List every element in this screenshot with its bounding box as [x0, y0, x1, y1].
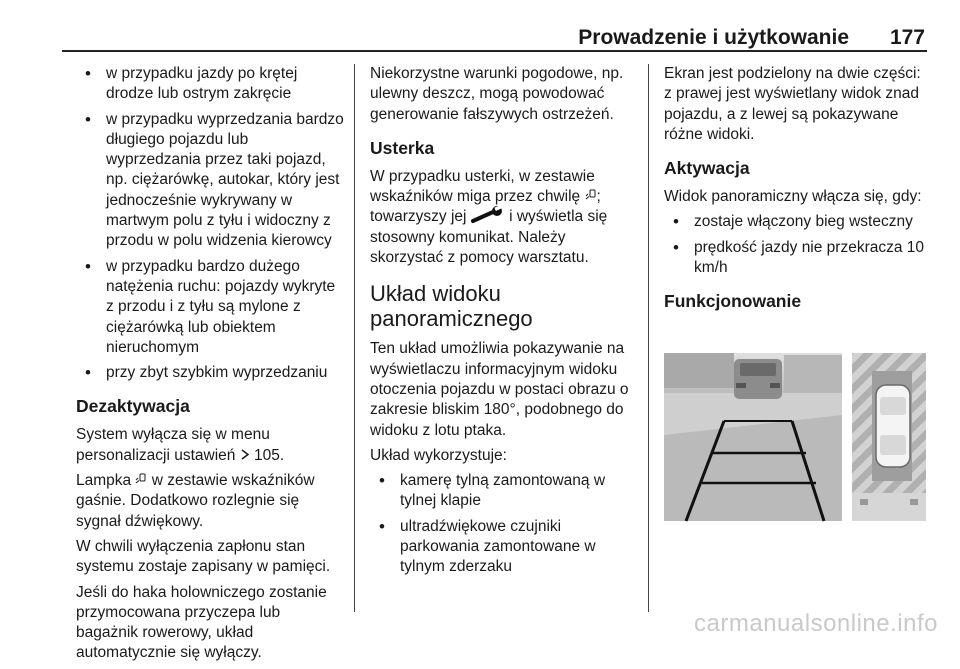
paragraph: [76, 471, 346, 532]
text: ; towarzyszy jej: [370, 188, 601, 226]
paragraph: W chwili wyłączenia zapłonu stan systemu zostaje zapisany w pamięci.: [76, 537, 331, 576]
list-item: • prędkość jazdy nie przekracza 10 km/h: [664, 238, 932, 279]
page-number: 177: [889, 26, 925, 49]
paragraph: [370, 167, 638, 268]
list-item: • w przypadku jazdy po krętej drodze lub ostrym zakręcie: [76, 64, 346, 105]
watermark[interactable]: carmanualsonline.info: [694, 610, 938, 637]
column-3: [664, 64, 932, 521]
service-wrench-icon: [471, 207, 505, 223]
blind-spot-warning-icon: [585, 187, 597, 207]
list-item: • zostaje włączony bieg wsteczny: [664, 212, 932, 232]
panoramic-view-illustration: [664, 325, 926, 521]
text: W przypadku usterki, w zestawie wskaźników miga przez chwilę: [370, 167, 595, 206]
section-title: Prowadzenie i użytkowanie: [578, 26, 849, 49]
heading-deactivation: Dezaktywacja: [76, 396, 190, 417]
list-item: • przy zbyt szybkim wyprzedzaniu: [76, 363, 346, 383]
paragraph: [76, 425, 346, 466]
paragraph: Ekran jest podzielony na dwie części: z prawej jest wyświetlany widok znad pojazdu, a z lewej są pokazywane różne widoki.: [664, 65, 921, 143]
text: panoramicznego: [370, 306, 533, 332]
column-2: [370, 64, 638, 583]
page-reference[interactable]: 105.: [254, 446, 285, 464]
column-1: [76, 64, 346, 669]
page-reference-arrow-icon: [240, 446, 250, 466]
text: Lampka: [76, 472, 136, 490]
heading-function: Funkcjonowanie: [664, 291, 802, 312]
list-item: • ultradźwiękowe czujniki parkowania zamontowane w tylnym zderzaku: [370, 517, 638, 578]
column-divider: [354, 64, 355, 612]
blind-spot-warning-icon: [135, 471, 147, 491]
heading-fault: Usterka: [370, 137, 435, 158]
text: Układ widoku: [370, 281, 501, 307]
paragraph: Układ wykorzystuje:: [370, 446, 507, 464]
heading-panoramic: [370, 281, 638, 331]
text: w zestawie wskaźników gaśnie. Dodatkowo rozlegnie się sygnał dźwiękowy.: [76, 472, 315, 530]
list-item: • kamerę tylną zamontowaną w tylnej klapie: [370, 471, 638, 512]
paragraph: Widok panoramiczny włącza się, gdy:: [664, 188, 922, 206]
paragraph: Ten układ umożliwia pokazywanie na wyświetlaczu informacyjnym widoku otoczenia pojazdu w postaci obrazu o zakresie bliskim 180°, podobnego do widoku z lotu ptaka.: [370, 340, 629, 439]
text: System wyłącza się w menu personalizacji ustawień: [76, 426, 270, 464]
column-divider: [648, 64, 649, 612]
heading-activation: Aktywacja: [664, 158, 750, 179]
text: i wyświetla się stosowny komunikat. Należy skorzystać z pomocy warsztatu.: [370, 208, 608, 267]
page-header: [62, 26, 927, 52]
paragraph: Jeśli do haka holowniczego zostanie przymocowana przyczepa lub bagażnik rowerowy, układ automatycznie się wyłączy.: [76, 583, 327, 662]
list-item: • w przypadku bardzo dużego natężenia ruchu: pojazdy wykryte z przodu i z tyłu są mylone z ciężarówką lub obiektem nieruchomym: [76, 257, 346, 358]
list-item: • w przypadku wyprzedzania bardzo długiego pojazdu lub wyprzedzania przez taki pojazd, np. ciężarówkę, autokar, który jest jednocześnie wykrywany w martwym polu z tyłu i widoczny z przodu w polu widzenia kierowcy: [76, 110, 346, 252]
paragraph: Niekorzystne warunki pogodowe, np. ulewny deszcz, mogą powodować generowanie fałszywych ostrzeżeń.: [370, 65, 624, 123]
